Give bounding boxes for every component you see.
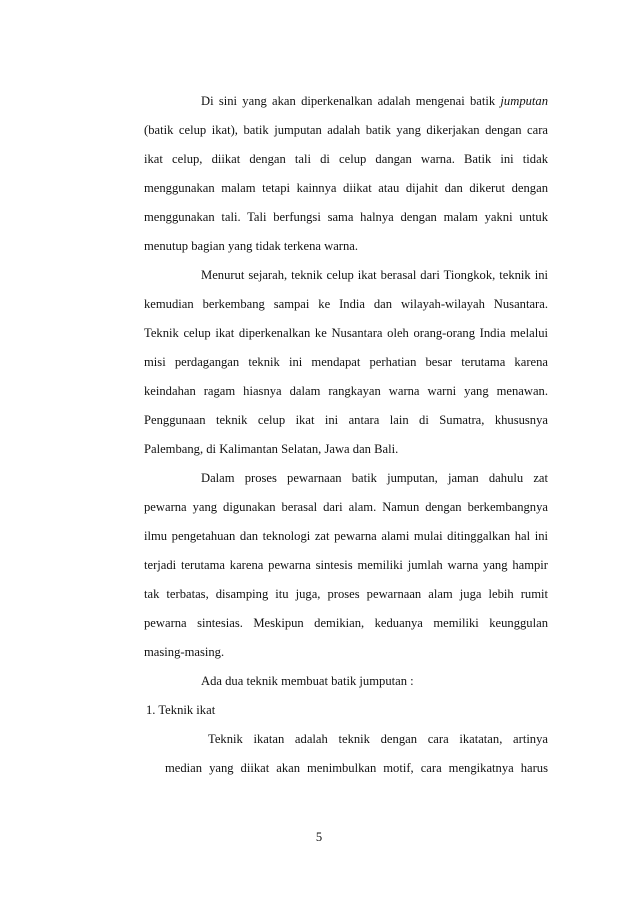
text-line: 1. Teknik ikat [146,703,216,717]
body-text [144,87,548,783]
text-line: median yang diikat akan menimbulkan motif, cara mengikatnya harus [165,761,548,775]
text-line [144,87,548,116]
text-line: misi perdagangan teknik ini mendapat perhatian besar terutama karena [144,355,548,369]
text-line: Penggunaan teknik celup ikat ini antara lain di Sumatra, khususnya [144,413,548,427]
text-line: tak terbatas, disamping itu juga, proses pewarnaan alam juga lebih rumit [144,587,548,601]
text-line: masing-masing. [144,645,225,659]
text-run: Di sini yang akan diperkenalkan adalah mengenai batik [201,94,501,108]
text-line: pewarna sintesias. Meskipun demikian, keduanya memiliki keunggulan [144,616,548,630]
text-line: ilmu pengetahuan dan teknologi zat pewarna alami mulai ditinggalkan hal ini [144,529,548,543]
text-line: menggunakan tali. Tali berfungsi sama halnya dengan malam yakni untuk [144,210,548,224]
text-line: (batik celup ikat), batik jumputan adalah batik yang dikerjakan dengan cara [144,123,548,137]
text-line: Dalam proses pewarnaan batik jumputan, jaman dahulu zat [201,471,548,485]
italic-term: jumputan [500,94,548,108]
text-line: terjadi terutama karena pewarna sintesis memiliki jumlah warna yang hampir [144,558,548,572]
text-line: pewarna yang digunakan berasal dari alam. Namun dengan berkembangnya [144,500,548,514]
text-line: Palembang, di Kalimantan Selatan, Jawa dan Bali. [144,442,399,456]
text-line: Ada dua teknik membuat batik jumputan : [201,674,414,688]
text-line: Teknik ikatan adalah teknik dengan cara ikatatan, artinya [208,732,548,746]
text-line: menggunakan malam tetapi kainnya diikat atau dijahit dan dikerut dengan [144,181,548,195]
text-line: Menurut sejarah, teknik celup ikat berasal dari Tiongkok, teknik ini [201,268,548,282]
page-number: 5 [315,830,323,844]
text-line: ikat celup, diikat dengan tali di celup dangan warna. Batik ini tidak [144,152,548,166]
text-line: Teknik celup ikat diperkenalkan ke Nusantara oleh orang-orang India melalui [144,326,548,340]
text-line: kemudian berkembang sampai ke India dan wilayah-wilayah Nusantara. [144,297,548,311]
text-line: keindahan ragam hiasnya dalam rangkayan warna warni yang menawan. [144,384,548,398]
text-line: menutup bagian yang tidak terkena warna. [144,239,359,253]
